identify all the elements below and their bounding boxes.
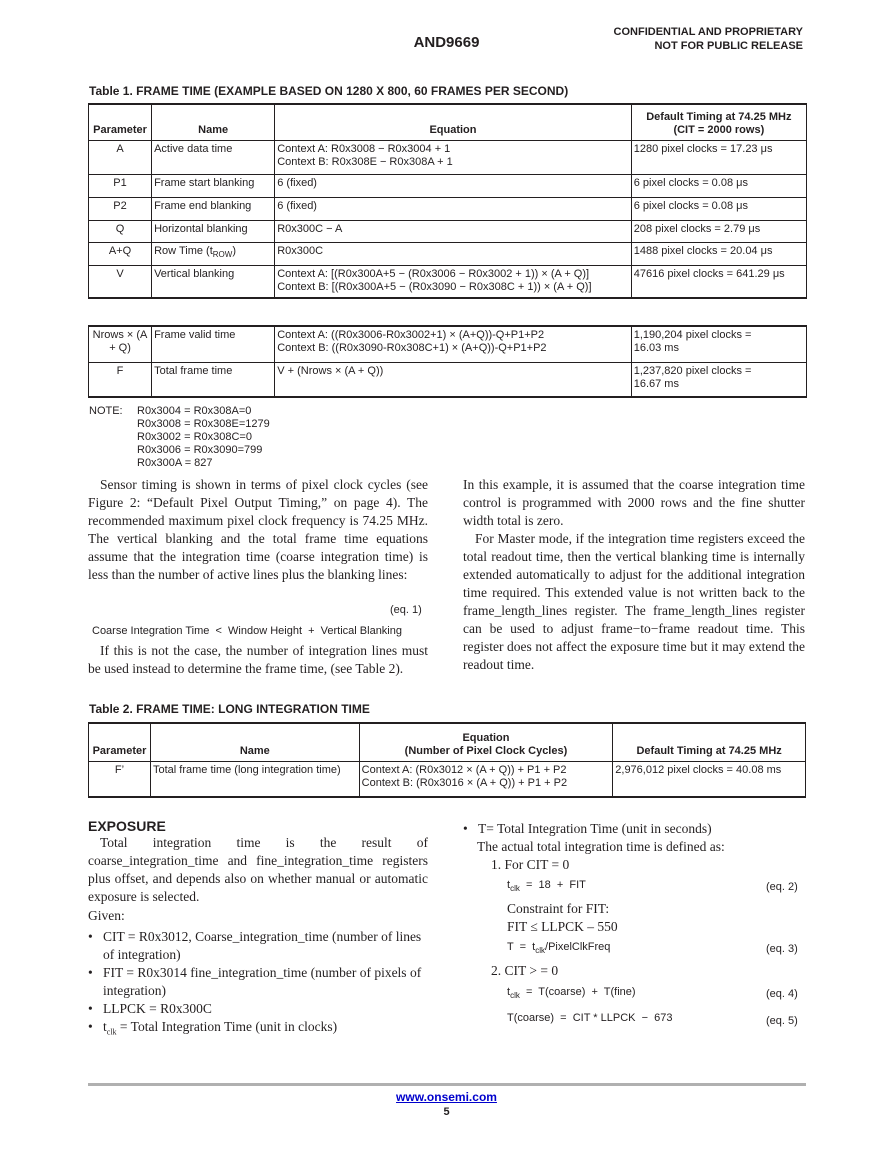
table-row: Nrows × (A + Q) Frame valid time Context A: ((R0x3006-R0x3002+1) × (A+Q))-Q+P1+P2 Context B: ((R0x3090-R0x308C+1) × (A+Q))-Q+P1+P2 1,190,204 pixel clocks = 16.03 ms <box>89 326 807 362</box>
footer-divider <box>88 1083 806 1086</box>
table1-header-parameter: Parameter <box>89 104 152 140</box>
fit-constraint-label: Constraint for FIT: <box>507 901 610 916</box>
table2-header-equation: Equation (Number of Pixel Clock Cycles) <box>359 723 613 761</box>
eq1-number: (eq. 1) <box>390 604 422 616</box>
table-row: V Vertical blanking Context A: [(R0x300A+5 − (R0x3006 − R0x3002 + 1)) × (A + Q)] Context B: [(R0x300A+5 − (R0x3090 − R0x308C + 1)) × (A + Q)] 47616 pixel clocks = 641.29 μs <box>89 265 807 298</box>
table-row: P1 Frame start blanking 6 (fixed) 6 pixel clocks = 0.08 μs <box>89 174 807 197</box>
table2-header-timing: Default Timing at 74.25 MHz <box>613 723 806 761</box>
left-paragraph-2: If this is not the case, the number of integration lines must be used instead to determine the frame time, (see Table 2). <box>88 643 428 676</box>
table-note: NOTE: R0x3004 = R0x308A=0 R0x3008 = R0x308E=1279 R0x3002 = R0x308C=0 R0x3006 = R0x3090=799 R0x300A = 827 <box>89 405 270 469</box>
table-row: F’ Total frame time (long integration time) Context A: (R0x3012 × (A + Q)) + P1 + P2 Context B: (R0x3016 × (A + Q)) + P1 + P2 2,976,012 pixel clocks = 40.08 ms <box>89 761 806 797</box>
table1-caption: Table 1. FRAME TIME (EXAMPLE BASED ON 1280 X 800, 60 FRAMES PER SECOND) <box>89 84 569 98</box>
exposure-intro: Total integration time is the result of coarse_integration_time and fine_integration_time registers plus offset, and depends also on whether manual or automatic exposure is selected. <box>88 835 428 904</box>
table-row: A Active data time Context A: R0x3008 − R0x3004 + 1 Context B: R0x308E − R0x308A + 1 1280 pixel clocks = 17.23 μs <box>89 140 807 174</box>
list-item: • T= Total Integration Time (unit in seconds) <box>463 820 805 838</box>
table1-header-equation: Equation <box>275 104 631 140</box>
eq4-number: (eq. 4) <box>766 988 798 1000</box>
exposure-bullet-list <box>88 928 428 1042</box>
table1 <box>88 103 807 299</box>
table-row: F Total frame time V + (Nrows × (A + Q)) 1,237,820 pixel clocks = 16.67 ms <box>89 362 807 397</box>
table1-header-timing: Default Timing at 74.25 MHz (CIT = 2000 rows) <box>631 104 806 140</box>
confidential-line-2: NOT FOR PUBLIC RELEASE <box>654 40 803 52</box>
eq3-number: (eq. 3) <box>766 943 798 955</box>
confidential-notice <box>614 25 803 53</box>
table1-continuation <box>88 325 807 398</box>
table2-header-name: Name <box>150 723 359 761</box>
integration-definition: The actual total integration time is defined as: <box>477 839 725 854</box>
table-row: A+Q Row Time $(t_{ROW})$ R0x300C 1488 pixel clocks = 20.04 μs <box>89 242 807 265</box>
eq1: Coarse Integration Time < Window Height + Vertical Blanking <box>92 625 402 637</box>
table-row: Q Horizontal blanking R0x300C − A 208 pixel clocks = 2.79 μs <box>89 220 807 242</box>
eq3: $T = t_{clk}$/PixelClkFreq <box>507 941 611 956</box>
page-number: 5 <box>443 1106 450 1118</box>
case-2-label: 2. CIT > = 0 <box>491 963 559 978</box>
case-1-label: 1. For CIT = 0 <box>491 857 570 872</box>
eq2-number: (eq. 2) <box>766 881 798 893</box>
eq4: $t_{clk}$ = T(coarse) + T(fine) <box>507 986 636 1001</box>
table2-header-parameter: Parameter <box>89 723 151 761</box>
footer-website-link[interactable]: www.onsemi.com <box>396 1090 497 1104</box>
exposure-heading: EXPOSURE <box>88 818 166 834</box>
list-item: • $t_{clk}$ = Total Integration Time (unit in clocks) <box>88 1018 428 1042</box>
list-item: • LLPCK = R0x300C <box>88 1000 428 1018</box>
note-label: NOTE: <box>89 405 123 417</box>
confidential-line-1: CONFIDENTIAL AND PROPRIETARY <box>613 26 803 38</box>
table2-caption: Table 2. FRAME TIME: LONG INTEGRATION TIME <box>89 702 370 716</box>
right-paragraphs: In this example, it is assumed that the coarse integration time control is programmed with 2000 rows and the fine shutter width total is zero. For Master mode, if the integration time registers exceed the total readout time, then the vertical blanking time is internally extended automatically to adjust for the additional integration time required. This extended value is not written back to the frame_length_lines register. The frame_length_lines register can be used to adjust frame−to−frame readout time. This register does not affect the exposure time but it may extend the readout time. <box>463 477 805 672</box>
eq2: $t_{clk} = 18$ + FIT <box>507 879 586 894</box>
list-item: • CIT = R0x3012, Coarse_integration_time (number of lines of integration) <box>88 928 428 964</box>
document-id: AND9669 <box>413 34 480 51</box>
right-bullet-list <box>463 820 805 838</box>
eq5-number: (eq. 5) <box>766 1015 798 1027</box>
fit-limit: FIT ≤ LLPCK – 550 <box>507 919 618 934</box>
table2 <box>88 722 806 798</box>
eq5: T(coarse) = CIT * LLPCK − 673 <box>507 1012 673 1024</box>
table1-header-name: Name <box>152 104 275 140</box>
list-item: • FIT = R0x3014 fine_integration_time (number of pixels of integration) <box>88 964 428 1000</box>
left-paragraph-1: Sensor timing is shown in terms of pixel clock cycles (see Figure 2: “Default Pixel Output Timing,” on page 4). The recommended maximum pixel clock frequency is 74.25 MHz. The vertical blanking and the total frame time equations assume that the integration time (coarse integration time) is less than the number of active lines plus the blanking lines: <box>88 477 428 582</box>
given-label: Given: <box>88 908 125 923</box>
table-row: P2 Frame end blanking 6 (fixed) 6 pixel clocks = 0.08 μs <box>89 197 807 220</box>
